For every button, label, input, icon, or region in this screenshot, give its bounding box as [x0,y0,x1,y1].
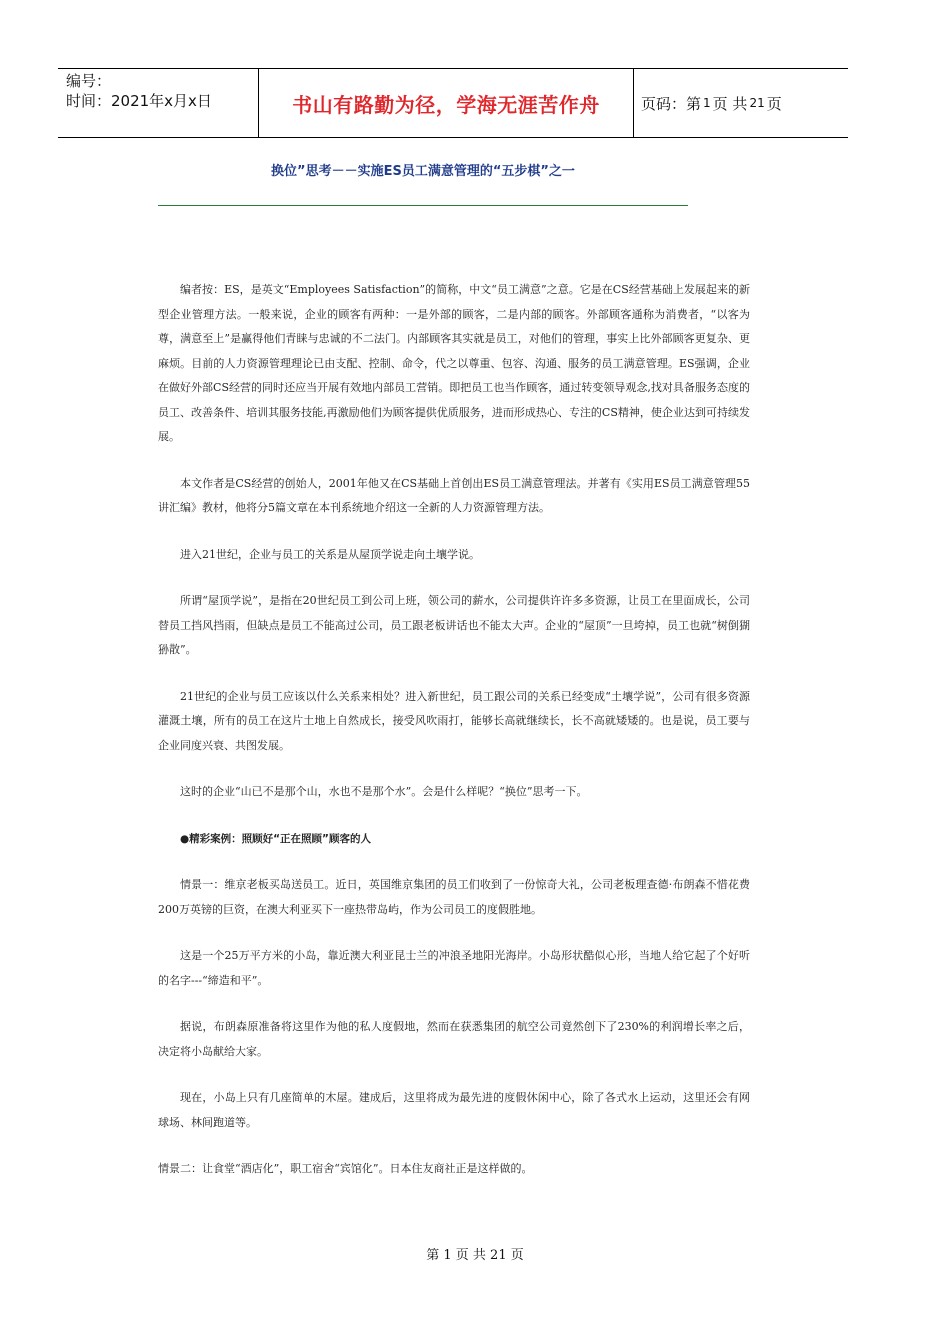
paragraph-perspective: 这时的企业“山已不是那个山，水也不是那个水”。会是什么样呢？“换位”思考一下。 [180,785,588,798]
paragraph-author-intro: 本文作者是CS经营的创始人，2001年他又在CS基础上首创出ES员工满意管理法。并著有《实用ES员工满意管理55讲汇编》教材，他将分5篇文章在本刊系统地介绍这一全新的人力资源管理方法。 [158,476,750,514]
page-label-prefix: 页码：第 [641,94,702,113]
article-title: 换位”思考－－实施ES员工满意管理的“五步棋”之一 [271,164,575,179]
header-slogan: 书山有路勤为径，学海无涯苦作舟 [258,69,634,137]
page-total: 21 [749,96,765,110]
paragraph-editor-note: 编者按：ES，是英文“Employees Satisfaction”的简称，中文“员工满意”之意。它是在CS经营基础上发展起来的新型企业管理方法。一般来说，企业的顾客有两种：一是外部的顾客，二是内部的顾客。外部顾客通称为消费者，“以客为尊，满意至上”是赢得他们青睐与忠诚的不二法门。内部顾客其实就是员工，对他们的管理，事实上比外部顾客更复杂、更麻烦。目前的人力资源管理理论已由支配、控制、命令，代之以尊重、包容、沟通、服务的员工满意管理。ES强调，企业在做好外部CS经营的同时还应当开展有效地内部员工营销。即把员工也当作顾客，通过转变领导观念,找对具备服务态度的员工、改善条件、培训其服务技能,再激励他们为顾客提供优质服务，进而形成热心、专注的CS精神，使企业达到可持续发展。 [158,283,750,443]
page-current: 1 [703,96,711,110]
document-time-label: 时间：2021年x月x日 [66,92,212,110]
page-label-suffix: 页 [766,94,782,113]
page-header [58,68,848,138]
header-page-indicator [633,69,848,137]
article-body [158,278,750,1204]
section-heading-case: ●精彩案例：照顾好“正在照顾”顾客的人 [180,832,371,845]
paragraph-island: 这是一个25万平方米的小岛，靠近澳大利亚昆士兰的冲浪圣地阳光海岸。小岛形状酷似心形，当地人给它起了个好听的名字---“缔造和平”。 [158,949,750,987]
paragraph-21st-century: 进入21世纪，企业与员工的关系是从屋顶学说走向土壤学说。 [180,547,480,561]
paragraph-profit: 据说，布朗森原准备将这里作为他的私人度假地，然而在获悉集团的航空公司竟然创下了230%的利润增长率之后，决定将小岛献给大家。 [158,1020,750,1058]
paragraph-scenario-one: 情景一：维京老板买岛送员工。近日，英国维京集团的员工们收到了一份惊奇大礼，公司老板理查德·布朗森不惜花费200万英镑的巨资，在澳大利亚买下一座热带岛屿，作为公司员工的度假胜地。 [158,878,750,916]
paragraph-scenario-two: 情景二：让食堂“酒店化”，职工宿舍“宾馆化”。日本住友商社正是这样做的。 [158,1162,533,1175]
paragraph-cabins: 现在，小岛上只有几座简单的木屋。建成后，这里将成为最先进的度假休闲中心，除了各式水上运动，这里还会有网球场、林间跑道等。 [158,1091,750,1129]
header-meta [58,69,258,137]
page-footer: 第 1 页 共 21 页 [426,1248,524,1263]
paragraph-roof-theory: 所谓“屋顶学说”，是指在20世纪员工到公司上班，领公司的薪水，公司提供许许多多资源，让员工在里面成长，公司替员工挡风挡雨，但缺点是员工不能高过公司，员工跟老板讲话也不能太大声。企业的“屋顶”一旦垮掉，员工也就“树倒猢狲散”。 [158,594,750,656]
title-divider [158,205,688,206]
paragraph-soil-theory: 21世纪的企业与员工应该以什么关系来相处？进入新世纪，员工跟公司的关系已经变成“土壤学说”，公司有很多资源灌溉土壤，所有的员工在这片土地上自然成长，接受风吹雨打，能够长高就继续长，长不高就矮矮的。也是说，员工要与企业同度兴衰、共图发展。 [158,689,750,752]
page-label-mid: 页 共 [712,94,748,113]
document-number-label: 编号： [66,72,112,90]
